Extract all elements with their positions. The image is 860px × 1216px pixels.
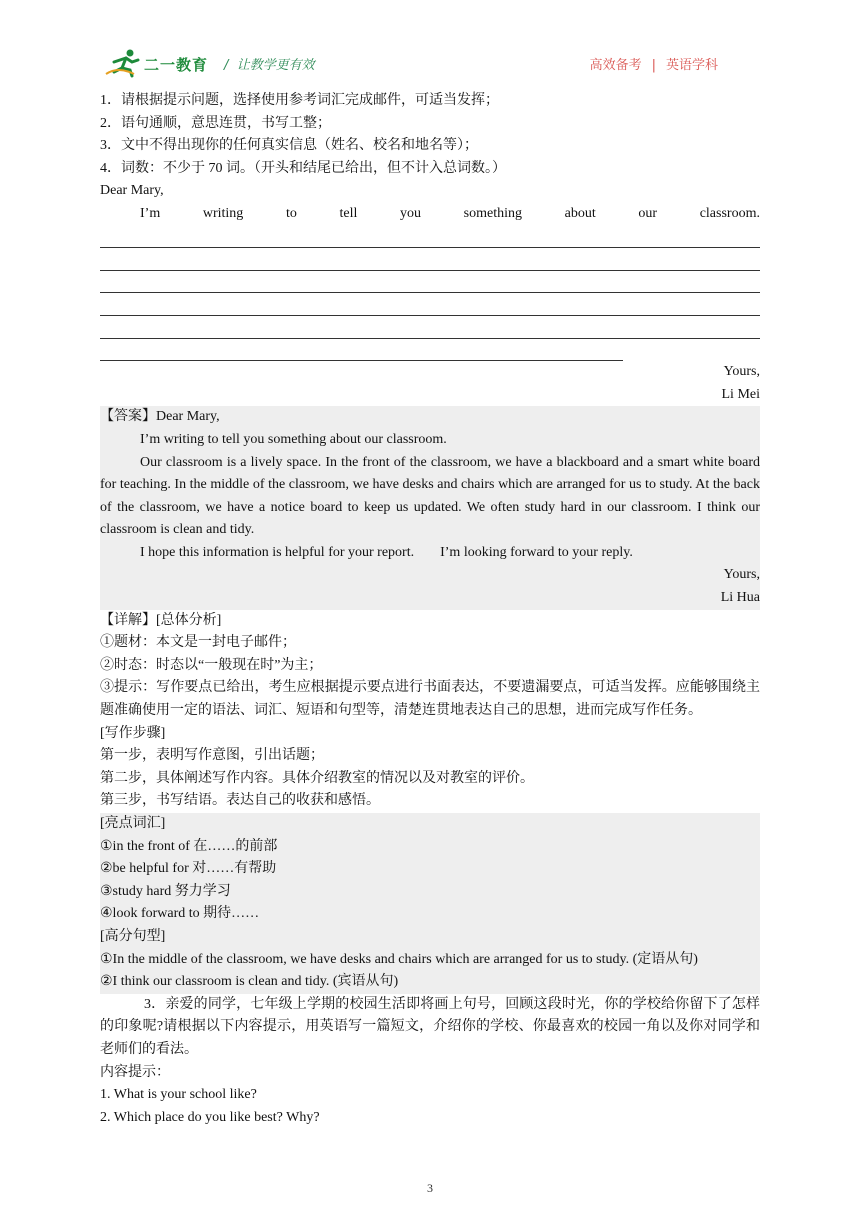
requirement-1: 1．请根据提示问题，选择使用参考词汇完成邮件，可适当发挥； [100, 93, 499, 108]
page-number: 3 [427, 1181, 433, 1195]
sentence-label: [高分句型] [100, 928, 166, 944]
answer-blank-line [100, 293, 760, 316]
hint-label: 内容提示： [100, 1064, 170, 1080]
vocab-item-3: ③study hard 努力学习 [100, 883, 231, 899]
analysis-item-2: ②时态：时态以“一般现在时”为主； [100, 657, 323, 673]
opening-word: I’m [140, 205, 161, 221]
hint-question-1: 1. What is your school like? [100, 1087, 257, 1103]
answer-blank-line [100, 339, 623, 362]
slash-divider: / [224, 58, 229, 73]
letter-signature: Li Mei [721, 386, 760, 402]
vocab-item-2: ②be helpful for 对……有帮助 [100, 861, 277, 877]
step-1: 第一步，表明写作意图，引出话题； [100, 748, 324, 764]
page-header [100, 46, 760, 80]
answer-paragraph-3 [100, 542, 760, 565]
step-2: 第二步，具体阐述写作内容。具体介绍教室的情况以及对教室的评价。 [100, 770, 534, 786]
opening-word: to [285, 205, 297, 221]
subject-left: 高效备考 [589, 58, 642, 73]
answer-p3-sentence-2: I’m looking forward to your reply. [440, 544, 633, 560]
question-3-text: 3．亲爱的同学，七年级上学期的校园生活即将画上句号，回顾这段时光，你的学校给你留下了怎样的印象呢?请根据以下内容提示，用英语写一篇短文，介绍你的学校、你最喜欢的校园一角以及你对同学和老师们的看法。 [100, 996, 760, 1057]
runner-logo-icon [104, 48, 144, 78]
slogan [224, 54, 315, 73]
hint-question-2: 2. Which place do you like best? Why? [100, 1109, 320, 1125]
answer-blank-line [100, 271, 760, 294]
answer-p3-sentence-1: I hope this information is helpful for your report. [140, 544, 415, 560]
document-body [100, 90, 760, 1129]
answer-block [100, 406, 760, 609]
answer-blank-line [100, 316, 760, 339]
vocab-label: [亮点词汇] [100, 816, 166, 831]
opening-word: something [463, 205, 522, 221]
answer-blank-line [100, 248, 760, 271]
requirement-2: 2．语句通顺，意思连贯，书写工整； [100, 115, 331, 131]
subject-right: 英语学科 [665, 58, 718, 73]
answer-paragraph-2: Our classroom is a lively space. In the front of the classroom, we have a blackboard and a smart white board for teaching. In the middle of the classroom, we have desks and chairs which are arranged for us to study. At the back of the classroom, we have a notice board to keep us updated. We often study hard in our classroom. I think our classroom is clean and tidy. [100, 454, 760, 538]
title-divider: | [651, 58, 656, 73]
slogan-text: 让教学更有效 [236, 58, 315, 73]
sentence-item-2: ②I think our classroom is clean and tidy. (宾语从句) [100, 974, 399, 990]
subject-title [590, 54, 718, 73]
answer-label: 【答案】Dear Mary, [100, 409, 220, 425]
logo [104, 48, 214, 78]
analysis-item-3: ③提示：写作要点已给出，考生应根据提示要点进行书面表达，不要遗漏要点，可适当发挥。应能够围绕主题准确使用一定的语法、词汇、短语和句型等，清楚连贯地表达自己的思想，进而完成写作任务。 [100, 680, 760, 719]
vocab-item-4: ④look forward to 期待…… [100, 906, 260, 922]
highlights-block [100, 813, 760, 994]
answer-signature: Li Hua [720, 590, 760, 606]
opening-word: writing [202, 205, 244, 221]
letter-greeting: Dear Mary, [100, 183, 164, 199]
letter-opening-line [100, 203, 760, 226]
letter-closing: Yours, [723, 364, 760, 380]
sentence-item-1: ①In the middle of the classroom, we have desks and chairs which are arranged for us to study. (定语从句) [100, 951, 698, 967]
requirement-3: 3．文中不得出现你的任何真实信息（姓名、校名和地名等）； [100, 138, 478, 154]
step-3: 第三步，书写结语。表达自己的收获和感悟。 [100, 793, 380, 809]
steps-label: [写作步骤] [100, 725, 166, 741]
opening-word: tell [339, 205, 358, 221]
logo-text: 二一教育 [144, 56, 209, 74]
opening-word: our [638, 205, 658, 221]
answer-blank-line [100, 226, 760, 249]
answer-paragraph-1: I’m writing to tell you something about our classroom. [140, 431, 447, 447]
analysis-item-1: ①题材：本文是一封电子邮件； [100, 635, 296, 651]
analysis-label: 【详解】[总体分析] [100, 612, 222, 628]
requirement-4: 4．词数：不少于 70 词。（开头和结尾已给出，但不计入总词数。） [100, 160, 506, 176]
answer-closing: Yours, [723, 567, 760, 583]
opening-word: classroom. [699, 205, 760, 221]
vocab-item-1: ①in the front of 在……的前部 [100, 838, 278, 854]
opening-word: about [564, 205, 596, 221]
opening-word: you [400, 205, 422, 221]
